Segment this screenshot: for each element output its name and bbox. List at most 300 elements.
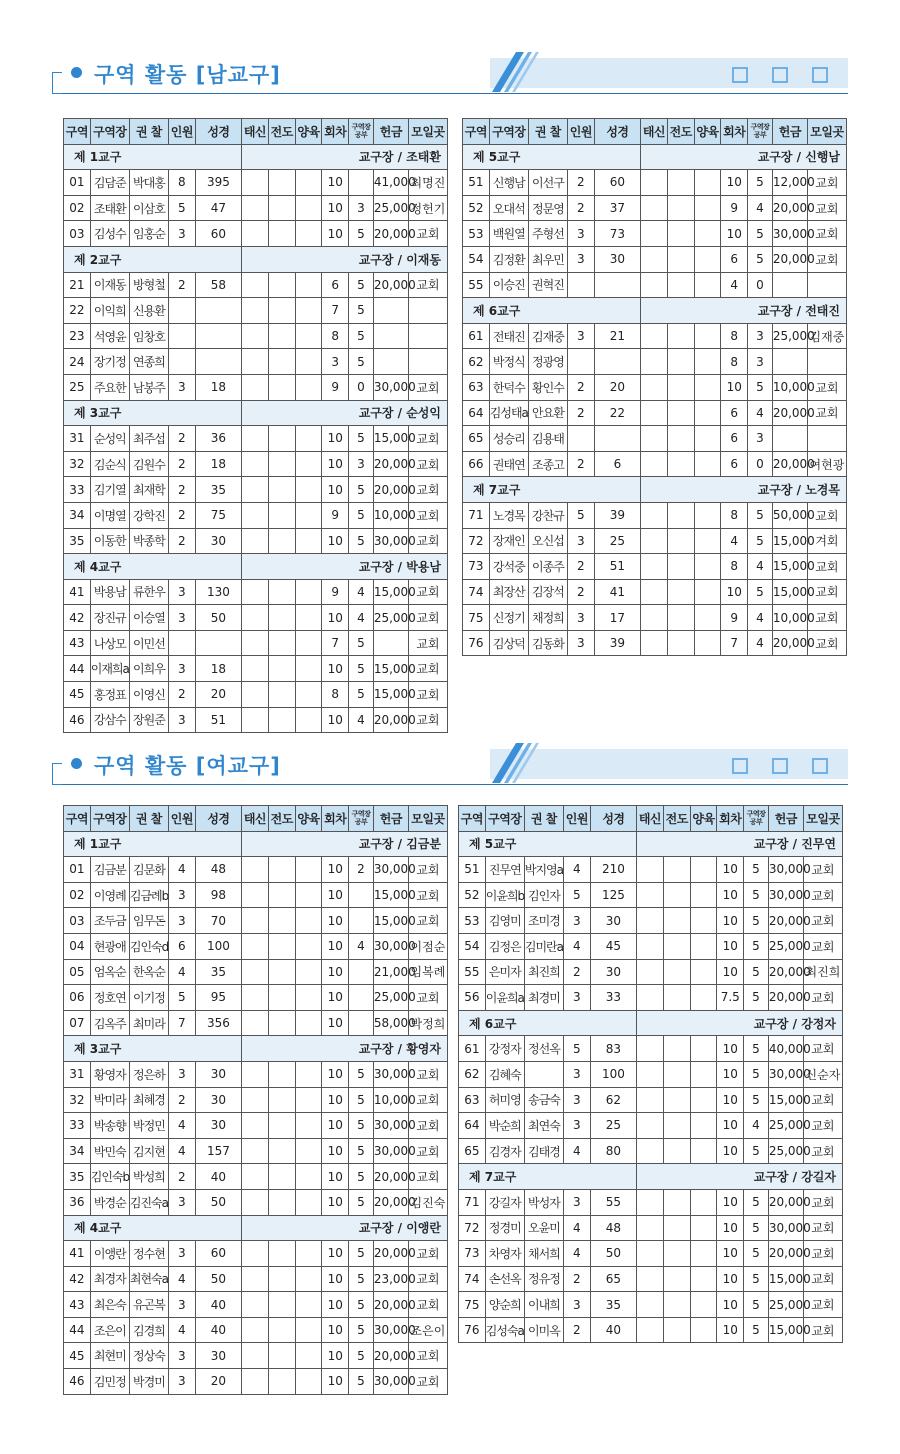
- cell-leader-study: 5: [744, 1061, 769, 1087]
- cell-district-leader: 최은숙: [90, 1292, 129, 1318]
- cell-nurture: [295, 451, 322, 477]
- cell-district-leader: 손선옥: [485, 1266, 524, 1292]
- table-row: [459, 1215, 843, 1241]
- cell-taesin: [641, 605, 668, 631]
- cell-evangelism: [663, 882, 690, 908]
- cell-members: 4: [168, 959, 195, 985]
- cell-taesin: [242, 272, 269, 298]
- table-row: [463, 349, 847, 375]
- cell-deacon: 최미라: [129, 1010, 168, 1036]
- cell-district: 55: [463, 272, 490, 298]
- cell-evangelism: [663, 857, 690, 883]
- section-header-women: [52, 743, 848, 789]
- cell-bible: 17: [594, 605, 640, 631]
- cell-offering: [373, 349, 408, 375]
- col-header-taesin: 태신: [637, 806, 664, 832]
- cell-taesin: [242, 1317, 269, 1343]
- cell-meeting-place: [807, 426, 846, 452]
- cell-members: 4: [168, 1113, 195, 1139]
- cell-members: 4: [563, 1241, 590, 1267]
- cell-members: 2: [168, 477, 195, 503]
- group-header-row: [64, 1215, 448, 1241]
- col-header-deacon: 권 찰: [524, 806, 563, 832]
- header-row: [64, 806, 448, 832]
- cell-offering: 15,000: [768, 1266, 803, 1292]
- cell-bible: 20: [195, 1369, 241, 1395]
- cell-leader-study: 5: [349, 323, 374, 349]
- cell-count: 10: [322, 1189, 349, 1215]
- cell-meeting-place: 교회: [408, 221, 447, 247]
- cell-members: 7: [168, 1010, 195, 1036]
- cell-deacon: 김지현: [129, 1138, 168, 1164]
- cell-district: 72: [459, 1215, 486, 1241]
- col-header-district-leader: 구역장: [489, 119, 528, 145]
- cell-evangelism: [268, 170, 295, 196]
- cell-bible: 30: [195, 1061, 241, 1087]
- cell-bible: 33: [590, 985, 636, 1011]
- cell-meeting-place: 교회: [803, 882, 842, 908]
- table-row: [64, 1189, 448, 1215]
- cell-taesin: [637, 1113, 664, 1139]
- cell-members: 4: [563, 857, 590, 883]
- cell-leader-study: 5: [349, 1138, 374, 1164]
- cell-meeting-place: 최명진: [408, 170, 447, 196]
- cell-bible: [594, 349, 640, 375]
- cell-evangelism: [667, 246, 694, 272]
- cell-members: 3: [168, 1061, 195, 1087]
- cell-count: 10: [322, 221, 349, 247]
- cell-taesin: [641, 272, 668, 298]
- cell-leader-study: 2: [349, 857, 374, 883]
- cell-district: 65: [463, 426, 490, 452]
- cell-evangelism: [268, 528, 295, 554]
- cell-deacon: 박종학: [129, 528, 168, 554]
- cell-offering: 10,000: [373, 1087, 408, 1113]
- cell-count: 7: [322, 630, 349, 656]
- cell-count: 10: [322, 1010, 349, 1036]
- table-row: [463, 246, 847, 272]
- table-row: [463, 528, 847, 554]
- group-name: 제 4교구: [64, 554, 242, 580]
- cell-district-leader: 신정기: [489, 605, 528, 631]
- cell-evangelism: [268, 502, 295, 528]
- cell-count: 10: [322, 1138, 349, 1164]
- cell-offering: 15,000: [373, 656, 408, 682]
- cell-district: 73: [463, 554, 490, 580]
- cell-offering: 25,000: [768, 1113, 803, 1139]
- cell-leader-study: 5: [748, 502, 773, 528]
- cell-taesin: [641, 528, 668, 554]
- cell-offering: 20,000: [768, 985, 803, 1011]
- cell-deacon: 황인수: [528, 374, 567, 400]
- cell-members: 5: [563, 882, 590, 908]
- cell-nurture: [694, 323, 721, 349]
- cell-bible: 50: [195, 605, 241, 631]
- table-row: [64, 1113, 448, 1139]
- cell-district: 34: [64, 1138, 91, 1164]
- header-accent-bar: [490, 58, 848, 88]
- cell-leader-study: 5: [349, 1369, 374, 1395]
- cell-taesin: [637, 1061, 664, 1087]
- cell-meeting-place: 교회: [408, 374, 447, 400]
- header-accent-bar: [490, 749, 848, 779]
- cell-taesin: [242, 1241, 269, 1267]
- cell-count: 10: [322, 857, 349, 883]
- cell-district-leader: 이윤희a: [485, 985, 524, 1011]
- table-row: [463, 451, 847, 477]
- group-name: 제 2교구: [64, 246, 242, 272]
- table-row: [64, 1241, 448, 1267]
- cell-evangelism: [268, 985, 295, 1011]
- cell-nurture: [694, 528, 721, 554]
- cell-bible: 356: [195, 1010, 241, 1036]
- cell-nurture: [295, 349, 322, 375]
- cell-offering: 10,000: [772, 374, 807, 400]
- cell-members: 3: [168, 374, 195, 400]
- cell-evangelism: [268, 579, 295, 605]
- cell-deacon: 강찬규: [528, 502, 567, 528]
- cell-deacon: 연종희: [129, 349, 168, 375]
- cell-leader-study: 4: [349, 579, 374, 605]
- col-header-count: 회차: [721, 119, 748, 145]
- table-row: [64, 272, 448, 298]
- cell-evangelism: [268, 1189, 295, 1215]
- square-deco-icon: [772, 758, 788, 774]
- cell-district-leader: 현광애: [90, 933, 129, 959]
- cell-bible: 18: [195, 374, 241, 400]
- cell-bible: 95: [195, 985, 241, 1011]
- cell-evangelism: [667, 272, 694, 298]
- table-row: [463, 630, 847, 656]
- cell-leader-study: 3: [349, 195, 374, 221]
- cell-district-leader: 박송향: [90, 1113, 129, 1139]
- table-row: [64, 1343, 448, 1369]
- table-row: [64, 933, 448, 959]
- cell-leader-study: 5: [349, 426, 374, 452]
- cell-district: 01: [64, 857, 91, 883]
- cell-district: 74: [463, 579, 490, 605]
- table-row: [64, 170, 448, 196]
- cell-district-leader: 차영자: [485, 1241, 524, 1267]
- cell-evangelism: [268, 908, 295, 934]
- cell-meeting-place: 교회: [803, 1266, 842, 1292]
- group-header-row: [463, 144, 847, 170]
- cell-evangelism: [268, 857, 295, 883]
- cell-count: 10: [322, 882, 349, 908]
- cell-leader-study: 5: [349, 682, 374, 708]
- cell-district-leader: 김담준: [90, 170, 129, 196]
- cell-meeting-place: 교회: [408, 451, 447, 477]
- cell-nurture: [694, 605, 721, 631]
- cell-offering: 15,000: [772, 528, 807, 554]
- cell-bible: 35: [195, 477, 241, 503]
- cell-district-leader: 진무연: [485, 857, 524, 883]
- cell-offering: 15,000: [768, 1087, 803, 1113]
- cell-nurture: [295, 682, 322, 708]
- cell-nurture: [690, 1113, 717, 1139]
- cell-district-leader: 이익희: [90, 298, 129, 324]
- cell-meeting-place: 교회: [408, 630, 447, 656]
- cell-offering: 20,000: [373, 1241, 408, 1267]
- cell-district: 71: [463, 502, 490, 528]
- cell-district-leader: 박경순: [90, 1189, 129, 1215]
- cell-evangelism: [268, 1087, 295, 1113]
- cell-nurture: [295, 579, 322, 605]
- cell-members: 5: [168, 985, 195, 1011]
- cell-count: 10: [322, 1317, 349, 1343]
- cell-taesin: [242, 857, 269, 883]
- cell-district-leader: 조은이: [90, 1317, 129, 1343]
- cell-meeting-place: [408, 349, 447, 375]
- cell-leader-study: 5: [349, 1266, 374, 1292]
- cell-evangelism: [268, 1317, 295, 1343]
- cell-district: 02: [64, 882, 91, 908]
- cell-taesin: [641, 170, 668, 196]
- cell-taesin: [637, 959, 664, 985]
- col-header-meeting-place: 모일곳: [408, 806, 447, 832]
- cell-taesin: [641, 374, 668, 400]
- cell-leader-study: 5: [349, 477, 374, 503]
- cell-evangelism: [268, 349, 295, 375]
- cell-district-leader: 김정환: [489, 246, 528, 272]
- cell-leader-study: 4: [748, 630, 773, 656]
- cell-district-leader: 김혜숙: [485, 1061, 524, 1087]
- cell-taesin: [637, 908, 664, 934]
- men-table-right: [462, 118, 847, 656]
- cell-meeting-place: [807, 349, 846, 375]
- cell-bible: 80: [590, 1138, 636, 1164]
- cell-leader-study: 5: [744, 1087, 769, 1113]
- cell-leader-study: 5: [349, 1317, 374, 1343]
- cell-bible: 30: [594, 246, 640, 272]
- cell-taesin: [242, 1164, 269, 1190]
- table-row: [463, 579, 847, 605]
- cell-offering: 30,000: [373, 1369, 408, 1395]
- cell-district-leader: 은미자: [485, 959, 524, 985]
- cell-nurture: [295, 374, 322, 400]
- cell-taesin: [637, 1241, 664, 1267]
- cell-offering: 30,000: [768, 1215, 803, 1241]
- cell-taesin: [637, 1189, 664, 1215]
- cell-evangelism: [268, 426, 295, 452]
- cell-district: 33: [64, 477, 91, 503]
- cell-evangelism: [663, 1087, 690, 1113]
- cell-meeting-place: 교회: [408, 908, 447, 934]
- cell-nurture: [690, 1189, 717, 1215]
- cell-deacon: 박성희: [129, 1164, 168, 1190]
- cell-deacon: 채정희: [528, 605, 567, 631]
- cell-leader-study: 5: [744, 857, 769, 883]
- cell-district-leader: 엄옥순: [90, 959, 129, 985]
- cell-evangelism: [268, 656, 295, 682]
- cell-bible: 98: [195, 882, 241, 908]
- cell-nurture: [690, 1061, 717, 1087]
- cell-deacon: 이기정: [129, 985, 168, 1011]
- cell-offering: [373, 630, 408, 656]
- cell-nurture: [694, 195, 721, 221]
- cell-taesin: [242, 882, 269, 908]
- square-deco-icon: [732, 67, 748, 83]
- cell-offering: 20,000: [772, 400, 807, 426]
- cell-offering: 20,000: [373, 272, 408, 298]
- cell-district-leader: 허미영: [485, 1087, 524, 1113]
- cell-offering: 20,000: [373, 1164, 408, 1190]
- cell-district: 05: [64, 959, 91, 985]
- cell-count: 10: [717, 1113, 744, 1139]
- cell-district-leader: 최장산: [489, 579, 528, 605]
- cell-meeting-place: 교회: [408, 1292, 447, 1318]
- cell-offering: 10,000: [772, 605, 807, 631]
- cell-deacon: 정상숙: [129, 1343, 168, 1369]
- cell-offering: 30,000: [373, 1113, 408, 1139]
- table-row: [64, 374, 448, 400]
- col-header-taesin: 태신: [242, 806, 269, 832]
- cell-nurture: [295, 221, 322, 247]
- cell-nurture: [690, 1241, 717, 1267]
- cell-deacon: 조미경: [524, 908, 563, 934]
- cell-evangelism: [663, 1189, 690, 1215]
- cell-evangelism: [268, 1138, 295, 1164]
- col-header-bible: 성경: [195, 119, 241, 145]
- cell-offering: 15,000: [373, 882, 408, 908]
- cell-district: 54: [459, 933, 486, 959]
- table-row: [463, 426, 847, 452]
- cell-evangelism: [667, 221, 694, 247]
- cell-taesin: [242, 1343, 269, 1369]
- cell-district-leader: 김순식: [90, 451, 129, 477]
- cell-district: 21: [64, 272, 91, 298]
- cell-district: 73: [459, 1241, 486, 1267]
- cell-members: 3: [168, 1343, 195, 1369]
- cell-nurture: [295, 1113, 322, 1139]
- cell-meeting-place: 교회: [803, 1138, 842, 1164]
- cell-deacon: 류한우: [129, 579, 168, 605]
- cell-offering: 20,000: [373, 1343, 408, 1369]
- col-header-offering: 헌금: [373, 806, 408, 832]
- cell-evangelism: [663, 1292, 690, 1318]
- group-name: 제 6교구: [459, 1010, 637, 1036]
- cell-district: 02: [64, 195, 91, 221]
- cell-meeting-place: 교회: [408, 656, 447, 682]
- cell-offering: 15,000: [772, 579, 807, 605]
- cell-members: 3: [168, 882, 195, 908]
- col-header-district: 구역: [64, 806, 91, 832]
- cell-district: 07: [64, 1010, 91, 1036]
- section-title: 구역 활동 [남교구]: [94, 63, 281, 87]
- col-header-members: 인원: [168, 119, 195, 145]
- cell-bible: 30: [590, 959, 636, 985]
- cell-taesin: [641, 246, 668, 272]
- cell-count: 7: [322, 298, 349, 324]
- table-row: [64, 707, 448, 733]
- cell-deacon: 김장석: [528, 579, 567, 605]
- cell-district-leader: 홍정표: [90, 682, 129, 708]
- cell-offering: 20,000: [373, 707, 408, 733]
- cell-district: 53: [459, 908, 486, 934]
- cell-district: 76: [463, 630, 490, 656]
- cell-deacon: 강학진: [129, 502, 168, 528]
- cell-district-leader: 김기열: [90, 477, 129, 503]
- cell-district-leader: 강정자: [485, 1036, 524, 1062]
- cell-bible: 30: [195, 528, 241, 554]
- cell-count: 10: [322, 1266, 349, 1292]
- cell-members: 2: [567, 451, 594, 477]
- group-header-row: [463, 477, 847, 503]
- cell-district: 75: [463, 605, 490, 631]
- cell-taesin: [242, 298, 269, 324]
- cell-leader-study: 3: [349, 451, 374, 477]
- cell-district-leader: 성승리: [489, 426, 528, 452]
- cell-bible: 100: [590, 1061, 636, 1087]
- cell-taesin: [242, 1369, 269, 1395]
- cell-leader-study: 5: [744, 1241, 769, 1267]
- cell-district: 63: [463, 374, 490, 400]
- cell-count: 10: [322, 1369, 349, 1395]
- cell-count: 4: [721, 272, 748, 298]
- cell-bible: 75: [195, 502, 241, 528]
- cell-members: [168, 298, 195, 324]
- cell-bible: 25: [594, 528, 640, 554]
- cell-district: 62: [463, 349, 490, 375]
- table-row: [64, 882, 448, 908]
- cell-bible: 65: [590, 1266, 636, 1292]
- cell-district: 75: [459, 1292, 486, 1318]
- cell-count: 10: [322, 528, 349, 554]
- cell-offering: 20,000: [373, 1189, 408, 1215]
- cell-members: 3: [567, 528, 594, 554]
- cell-evangelism: [667, 170, 694, 196]
- cell-district: 56: [459, 985, 486, 1011]
- cell-district: 46: [64, 707, 91, 733]
- cell-nurture: [295, 656, 322, 682]
- cell-bible: 39: [594, 630, 640, 656]
- cell-nurture: [295, 1087, 322, 1113]
- cell-nurture: [690, 1215, 717, 1241]
- cell-members: 3: [563, 1292, 590, 1318]
- cell-members: 3: [168, 1292, 195, 1318]
- table-row: [459, 1087, 843, 1113]
- cell-taesin: [637, 985, 664, 1011]
- cell-district-leader: 이승진: [489, 272, 528, 298]
- cell-bible: 21: [594, 323, 640, 349]
- cell-deacon: 이희우: [129, 656, 168, 682]
- cell-count: 10: [322, 195, 349, 221]
- cell-district-leader: 김정은: [485, 933, 524, 959]
- cell-deacon: 임홍순: [129, 221, 168, 247]
- cell-district: 65: [459, 1138, 486, 1164]
- col-header-count: 회차: [717, 806, 744, 832]
- cell-meeting-place: 교회: [807, 502, 846, 528]
- cell-deacon: 주형선: [528, 221, 567, 247]
- group-header-row: [64, 400, 448, 426]
- cell-taesin: [242, 908, 269, 934]
- cell-offering: 30,000: [772, 221, 807, 247]
- cell-meeting-place: 교회: [408, 857, 447, 883]
- cell-leader-study: 5: [744, 1138, 769, 1164]
- cell-nurture: [694, 400, 721, 426]
- cell-leader-study: 4: [748, 554, 773, 580]
- cell-offering: 10,000: [373, 502, 408, 528]
- cell-evangelism: [268, 933, 295, 959]
- cell-count: 10: [717, 1317, 744, 1343]
- cell-offering: 20,000: [772, 630, 807, 656]
- table-row: [64, 1010, 448, 1036]
- cell-bible: 48: [590, 1215, 636, 1241]
- cell-offering: 20,000: [373, 221, 408, 247]
- table-row: [459, 985, 843, 1011]
- cell-meeting-place: 교회: [408, 882, 447, 908]
- cell-bible: 35: [195, 959, 241, 985]
